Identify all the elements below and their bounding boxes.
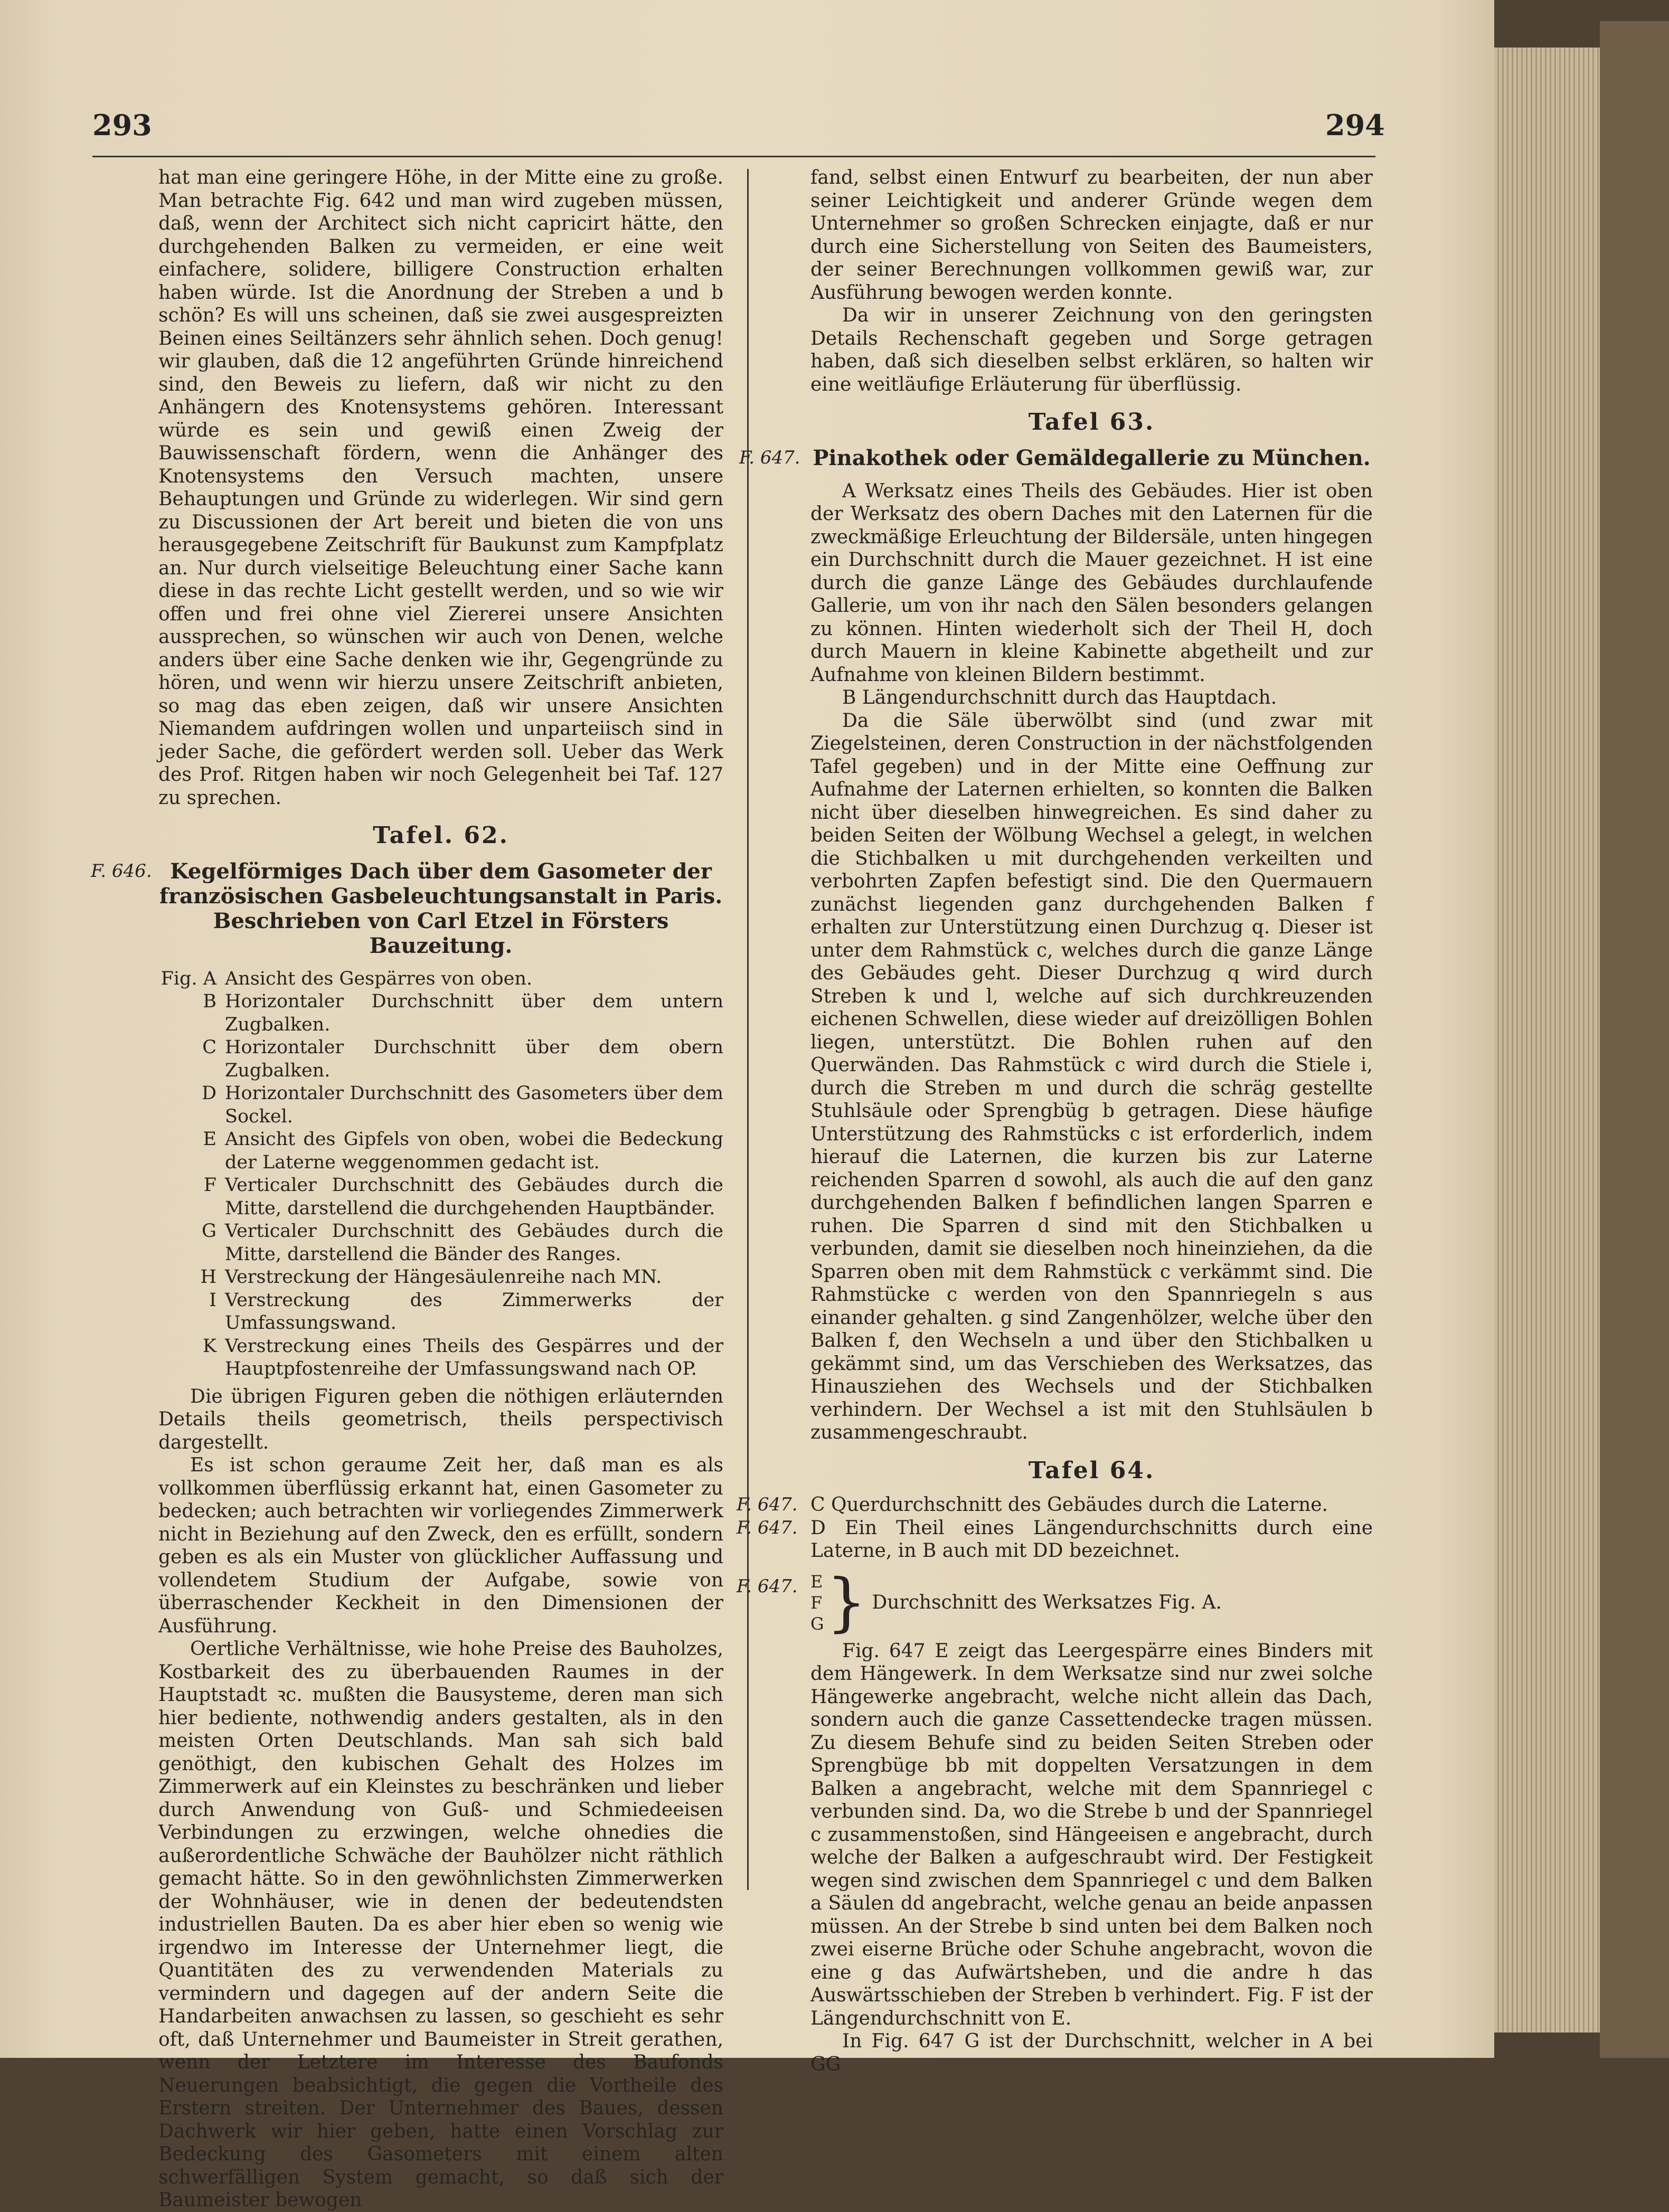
figure-item (158, 990, 723, 1036)
section-title-text: Pinakothek oder Gemäldegallerie zu München. (813, 445, 1371, 470)
fig-text: Ansicht des Gipfels von oben, wobei die Bedeckung der Laterne weggenommen gedacht ist. (225, 1129, 723, 1173)
fig-key: E (203, 1129, 216, 1150)
brace-keys: E F G (810, 1571, 824, 1634)
figure-line (737, 1565, 1373, 1639)
tafel-heading-63: Tafel 63. (1028, 409, 1155, 436)
fig-text: Horizontaler Durchschnitt über dem untern Zugbalken. (225, 991, 723, 1035)
figure-item (158, 1220, 723, 1266)
column-divider (747, 169, 749, 1890)
page-edges (1494, 48, 1600, 2033)
paragraph: Da die Säle überwölbt sind (und zwar mit Ziegelsteinen, deren Construction in der nächstfolgenden Tafel gegeben) und in der Mitte eine Oeffnung zur Aufnahme der Laternen erhielten, so konnten die Balken nicht über dieselben hinwegreichen. Es sind daher zu beiden Seiten der Wölbung Wechsel a gelegt, in welchen die Stichbalken u mit durchgehenden verkeilten und verbohrten Zapfen befestigt sind. Die den Quermauern zunächst liegenden ganz durchgehenden Balken f erhalten zur Unterstützung einen Durchzug q. Dieser ist unter dem Rahmstück c, welches durch die ganze Länge des Gebäudes geht. Dieser Durchzug q wird durch Streben k und l, welche auf sich durchkreuzenden eichenen Schwellen, diese wieder auf dreizölligen Bohlen liegen, unterstützt. Die Bohlen ruhen auf den Querwänden. Das Rahmstück c wird durch die Stiele i, durch die Streben m und durch die schräg gestellte Stuhlsäule oder Sprengbüg b getragen. Diese häufige Unterstützung des Rahmstücks c ist erforderlich, indem hierauf die Laternen, die kurzen bis zur Laterne reichenden Sparren d sowohl, als auch die auf den ganz durchgehenden Balken f befindlichen langen Sparren e ruhen. Die Sparren d sind mit den Stichbalken u verbunden, damit sie dieselben noch hineinziehen, da die Sparren oben mit dem Rahmstück c verkämmt sind. Die Rahmstücke c werden von den Spannriegeln s aus einander gehalten. g sind Zangenhölzer, welche über den Balken f, den Wechseln a und über den Stichbalken u gekämmt sind, um das Verschieben des Werksatzes, das Hinausziehen des Wechsels und der Stichbalken verhindern. Der Wechsel a ist mit den Stuhlsäulen b zusammengeschraubt. (810, 710, 1373, 1443)
fig-text: Verstreckung des Zimmerwerks der Umfassungswand. (225, 1289, 723, 1334)
figure-item (158, 1266, 723, 1289)
paragraph: Oertliche Verhältnisse, wie hohe Preise des Bauholzes, Kostbarkeit des zu überbauenden Raumes in der Hauptstadt ꝛc. mußten die Bausysteme, deren man sich hier bediente, nothwendig anders gestalten, als in den meisten Orten Deutschlands. Man sah sich bald genöthigt, den kubischen Gehalt des Holzes im Zimmerwerk auf ein Kleinstes zu beschränken und lieber durch Anwendung von Guß- und Schmiedeeisen Verbindungen zu erzwingen, welche ohnedies die außerordentliche Schwäche der Bauhölzer nicht räthlich gemacht hätte. So in den gewöhnlichsten Zimmerwerken der Wohnhäuser, wie in denen der bedeutendsten industriellen Bauten. Da es aber hier eben so wenig wie irgendwo im Interesse der Unternehmer liegt, die Quantitäten des zu verwendenden Materials zu vermindern und dagegen auf der andern Seite die Handarbeiten anwachsen zu lassen, so geschieht es sehr oft, daß Unternehmer und Baumeister in Streit gerathen, wenn der Letztere im Interesse des Baufonds Neuerungen beabsichtigt, die gegen die Vortheile des Erstern streiten. Der Unternehmer des Baues, dessen Dachwerk wir hier geben, hatte einen Vorschlag zur Bedeckung des Gasometers mit einem alten schwerfälligen System gemacht, so daß sich der Baumeister bewogen (158, 1638, 723, 2211)
fig-key: G (202, 1221, 216, 1242)
fig-key: A (203, 968, 216, 989)
tafel-heading-62: Tafel. 62. (373, 822, 509, 849)
paragraph: Die übrigen Figuren geben die nöthigen erläuternden Details theils geometrisch, theils perspectivisch dargestellt. (158, 1385, 723, 1453)
section-title-62 (91, 858, 723, 958)
figure-reference: F. 647. (737, 1517, 798, 1538)
figure-item (158, 1335, 723, 1381)
figure-item (158, 1128, 723, 1174)
figure-item (158, 1289, 723, 1335)
figure-item (158, 1036, 723, 1082)
paragraph: A Werksatz eines Theils des Gebäudes. Hier ist oben der Werksatz des obern Daches mit den Laternen für die zweckmäßige Erleuchtung der Bildersäle, unten hingegen ein Durchschnitt durch die Mauer gezeichnet. H ist eine durch die ganze Länge des Gebäudes durchlaufende Gallerie, um von ihr nach den Sälen besonders gelangen zu können. Hinten wiederholt sich der Theil H, doch durch Mauern in kleine Kabinette abgetheilt und zur Aufnahme von kleinen Bildern bestimmt. (810, 480, 1373, 686)
figure-item (158, 1082, 723, 1128)
paragraph: Da wir in unserer Zeichnung von den geringsten Details Rechenschaft gegeben und Sorge getragen haben, daß sich dieselben selbst erklären, so halten wir eine weitläufige Erläuterung für überflüssig. (810, 305, 1373, 395)
figure-reference: F. 647. (737, 1494, 798, 1515)
left-column (91, 166, 723, 2212)
figure-line-text: D Ein Theil eines Längendurchschnitts durch eine Laterne, in B auch mit DD bezeichnet. (810, 1517, 1373, 1562)
tafel-heading-64: Tafel 64. (1028, 1457, 1155, 1484)
fig-key: K (202, 1335, 216, 1357)
fig-text: Horizontaler Durchschnitt des Gasometers über dem Sockel. (225, 1083, 723, 1127)
paragraph: hat man eine geringere Höhe, in der Mitte eine zu große. Man betrachte Fig. 642 und man wird zugeben müssen, daß, wenn der Architect sich nicht capricirt hätte, den durchgehenden Balken zu vermeiden, er eine weit einfachere, solidere, billigere Construction erhalten haben würde. Ist die Anordnung der Streben a und b schön? Es will uns scheinen, daß sie zwei ausgespreizten Beinen eines Seiltänzers sehr ähnlich sehen. Doch genug! wir glauben, daß die 12 angeführten Gründe hinreichend sind, den Beweis zu liefern, daß wir nicht zu den Anhängern des Knotensystems gehören. Interessant würde es sein und gewiß einen Zweig der Bauwissenschaft fördern, wenn die Anhänger des Knotensystems den Versuch machten, unsere Behauptungen und Gründe zu widerlegen. Wir sind gern zu Discussionen der Art bereit und bieten die von uns herausgegebene Zeitschrift für Baukunst zum Kampfplatz an. Nur durch vielseitige Beleuchtung einer Sache kann diese in das rechte Licht gestellt werden, und so wie wir offen und frei ohne viel Ziererei unsere Ansichten aussprechen, so wünschen wir auch von Denen, welche anders über eine Sache denken wie ihr, Gegengründe zu hören, und wenn wir hierzu unsere Zeitschrift anbieten, so mag das eben zeigen, daß wir unsere Ansichten Niemandem aufdringen wollen und unparteiisch sind in jeder Sache, die gefördert werden soll. Ueber das Werk des Prof. Ritgen haben wir noch Gelegenheit bei Taf. 127 zu sprechen. (158, 167, 723, 809)
figure-line (737, 1493, 1373, 1517)
paragraph: In Fig. 647 G ist der Durchschnitt, welcher in A bei GG (810, 2030, 1373, 2075)
fig-key: I (209, 1289, 216, 1311)
figure-reference: F. 647. (737, 1575, 798, 1597)
header-rule (92, 156, 1375, 157)
book-cover-edge (1600, 21, 1669, 2058)
fig-key: B (203, 991, 216, 1012)
fig-key: F (203, 1175, 216, 1196)
figure-line-text: Durchschnitt des Werksatzes Fig. A. (872, 1591, 1222, 1613)
fig-text: Ansicht des Gespärres von oben. (225, 968, 533, 989)
left-page-number: 293 (92, 108, 152, 142)
paragraph: Fig. 647 E zeigt das Leergespärre eines Binders mit dem Hängewerk. In dem Werksatze sind nur zwei solche Hängewerke angebracht, welche nicht allein das Dach, sondern auch die ganze Cassettendecke tragen müssen. Zu diesem Behufe sind zu beiden Seiten Streben oder Sprengbüge bb mit doppelten Versatzungen in dem Balken a angebracht, welche mit dem Spannriegel c verbunden sind. Da, wo die Strebe b und der Spannriegel c zusammenstoßen, sind Hängeeisen e angebracht, durch welche der Balken a aufgeschraubt wird. Der Festigkeit wegen sind zwischen dem Spannriegel c und dem Balken a Säulen dd angebracht, welche genau an beide anpassen müssen. An der Strebe b sind unten bei dem Balken noch zwei eiserne Brüche oder Schuhe angebracht, wovon die eine g das Aufwärtsheben, und die andre h das Auswärtsschieben der Streben b verhindert. Fig. F ist der Längendurchschnitt von E. (810, 1640, 1373, 2029)
paragraph: B Längendurchschnitt durch das Hauptdach. (842, 687, 1277, 708)
figure-reference: F. 646. (91, 860, 152, 882)
fig-key: C (202, 1037, 216, 1058)
fig-text: Verstreckung der Hängesäulenreihe nach MN. (225, 1266, 662, 1288)
fig-text: Verticaler Durchschnitt des Gebäudes durch die Mitte, darstellend die durchgehenden Hauptbänder. (225, 1175, 723, 1219)
fig-text: Verticaler Durchschnitt des Gebäudes durch die Mitte, darstellend die Bänder des Ranges. (225, 1221, 723, 1265)
section-title-text: Kegelförmiges Dach über dem Gasometer der französischen Gasbeleuchtungsanstalt in Paris. Beschrieben von Carl Etzel in Försters Bauzeitung. (159, 858, 723, 958)
figure-line (737, 1517, 1373, 1563)
section-title-63 (739, 445, 1373, 470)
figure-line-text: C Querdurchschnitt des Gebäudes durch die Laterne. (810, 1494, 1328, 1516)
brace-icon: } (826, 1565, 867, 1639)
figure-item (158, 1174, 723, 1220)
paragraph: Es ist schon geraume Zeit her, daß man es als vollkommen überflüssig erkannt hat, einen Gasometer zu bedecken; auch betrachten wir vorliegendes Zimmerwerk nicht in Beziehung auf den Zweck, den es erfüllt, sondern geben es als ein Muster von glücklicher Auffassung und vollendetem Studium der Aufgabe, sowie von überraschender Keckheit in den Dimensionen der Ausführung. (158, 1454, 723, 1637)
fig-prefix: Fig. (161, 968, 197, 989)
paragraph: fand, selbst einen Entwurf zu bearbeiten, der nun aber seiner Leichtigkeit und anderer Gründe wegen dem Unternehmer so großen Schrecken einjagte, daß er nur durch eine Sicherstellung von Seiten des Baumeisters, der seiner Berechnungen vollkommen gewiß war, zur Ausführung bewogen werden konnte. (810, 167, 1373, 304)
fig-key: D (201, 1083, 216, 1104)
figure-list (158, 968, 723, 1381)
fig-text: Horizontaler Durchschnitt über dem obern Zugbalken. (225, 1037, 723, 1081)
fig-text: Verstreckung eines Theils des Gespärres und der Hauptpfostenreihe der Umfassungswand nach OP. (225, 1335, 723, 1379)
right-column (737, 166, 1373, 2076)
figure-reference: F. 647. (739, 447, 800, 468)
figure-item (158, 968, 723, 991)
right-page-number: 294 (1325, 108, 1385, 142)
fig-key: H (200, 1266, 216, 1288)
